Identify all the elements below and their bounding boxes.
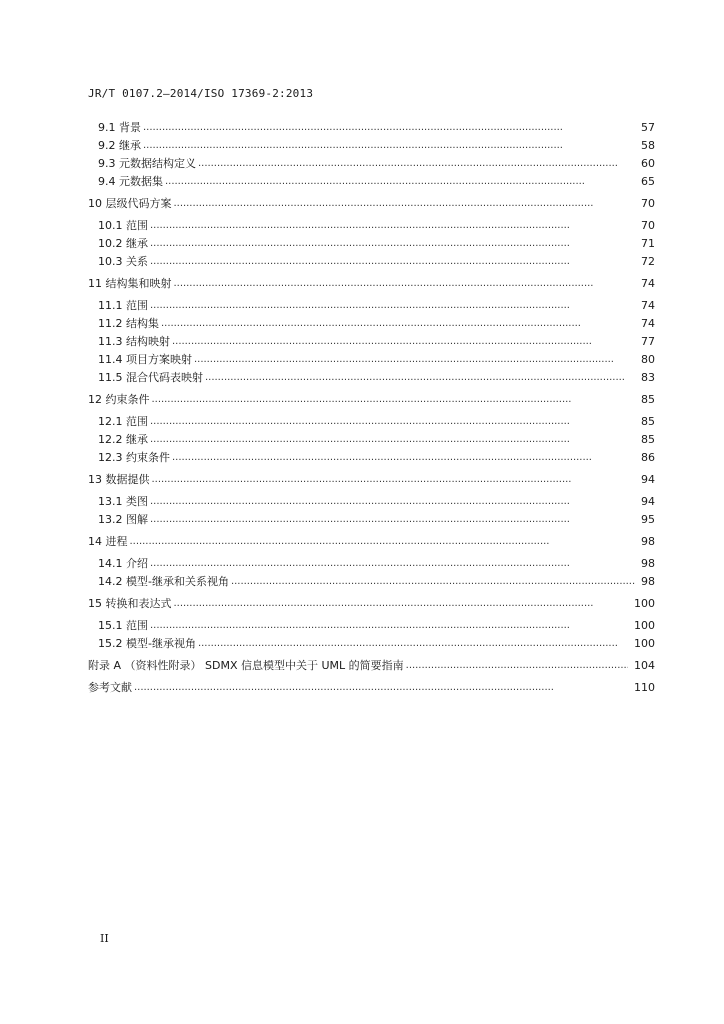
toc-entry-page: 65	[635, 175, 655, 189]
toc-entry[interactable]	[88, 593, 655, 611]
toc-entry-label: 附录 A （资料性附录） SDMX 信息模型中关于 UML 的简要指南	[88, 659, 404, 672]
table-of-contents	[88, 117, 655, 695]
toc-entry[interactable]	[88, 491, 655, 509]
toc-entry-label: 12.3 约束条件	[98, 451, 170, 464]
toc-entry-label: 9.2 继承	[98, 139, 141, 152]
toc-entry-page: 74	[635, 299, 655, 313]
toc-entry-page: 95	[635, 513, 655, 527]
toc-dot-leader	[174, 277, 636, 291]
toc-dot-leader	[150, 495, 635, 509]
toc-entry-page: 100	[628, 637, 655, 651]
toc-dot-leader	[150, 557, 635, 571]
toc-entry-label: 参考文献	[88, 681, 132, 694]
toc-entry-label: 15 转换和表达式	[88, 597, 172, 610]
toc-entry-label: 13.2 图解	[98, 513, 148, 526]
toc-entry-label: 12.1 范围	[98, 415, 148, 428]
toc-entry-label: 13.1 类图	[98, 495, 148, 508]
toc-entry-label: 11.2 结构集	[98, 317, 159, 330]
toc-entry-page: 77	[635, 335, 655, 349]
toc-entry-page: 104	[628, 659, 655, 673]
toc-dot-leader	[150, 433, 635, 447]
toc-entry-page: 83	[635, 371, 655, 385]
toc-dot-leader	[198, 157, 635, 171]
toc-dot-leader	[172, 335, 635, 349]
toc-entry-label: 14.1 介绍	[98, 557, 148, 570]
toc-entry-label: 14 进程	[88, 535, 128, 548]
toc-entry[interactable]	[88, 615, 655, 633]
toc-entry-page: 85	[635, 393, 655, 407]
toc-entry[interactable]	[88, 331, 655, 349]
toc-entry[interactable]	[88, 251, 655, 269]
toc-entry-label: 10.1 范围	[98, 219, 148, 232]
toc-entry-page: 80	[635, 353, 655, 367]
toc-dot-leader	[150, 619, 628, 633]
toc-entry-page: 100	[628, 597, 655, 611]
toc-entry-label: 10.2 继承	[98, 237, 148, 250]
toc-entry-page: 70	[635, 197, 655, 211]
toc-entry[interactable]	[88, 531, 655, 549]
toc-entry-page: 70	[635, 219, 655, 233]
toc-dot-leader	[150, 513, 635, 527]
toc-entry-label: 12 约束条件	[88, 393, 150, 406]
page-number: II	[100, 932, 109, 945]
toc-dot-leader	[161, 317, 635, 331]
toc-dot-leader	[152, 393, 636, 407]
toc-dot-leader	[150, 299, 635, 313]
toc-entry[interactable]	[88, 171, 655, 189]
toc-dot-leader	[130, 535, 636, 549]
toc-dot-leader	[150, 219, 635, 233]
toc-dot-leader	[150, 255, 635, 269]
toc-entry-page: 110	[628, 681, 655, 695]
toc-entry-page: 98	[635, 575, 655, 589]
toc-dot-leader	[174, 197, 636, 211]
toc-entry[interactable]	[88, 193, 655, 211]
toc-entry[interactable]	[88, 429, 655, 447]
toc-entry[interactable]	[88, 389, 655, 407]
toc-entry-page: 100	[628, 619, 655, 633]
toc-entry-page: 74	[635, 277, 655, 291]
toc-entry[interactable]	[88, 367, 655, 385]
toc-entry[interactable]	[88, 411, 655, 429]
toc-entry[interactable]	[88, 273, 655, 291]
toc-dot-leader	[406, 659, 628, 673]
toc-entry-label: 9.4 元数据集	[98, 175, 163, 188]
toc-entry[interactable]	[88, 571, 655, 589]
toc-entry[interactable]	[88, 553, 655, 571]
toc-entry-label: 10.3 关系	[98, 255, 148, 268]
toc-entry-label: 10 层级代码方案	[88, 197, 172, 210]
toc-dot-leader	[172, 451, 635, 465]
running-header: JR/T 0107.2—2014/ISO 17369-2:2013	[88, 87, 314, 100]
toc-dot-leader	[174, 597, 629, 611]
toc-entry[interactable]	[88, 295, 655, 313]
toc-entry-label: 11.4 项目方案映射	[98, 353, 192, 366]
toc-entry[interactable]	[88, 313, 655, 331]
toc-entry[interactable]	[88, 117, 655, 135]
toc-entry[interactable]	[88, 469, 655, 487]
toc-entry[interactable]	[88, 153, 655, 171]
toc-dot-leader	[194, 353, 635, 367]
toc-entry[interactable]	[88, 633, 655, 651]
toc-entry[interactable]	[88, 509, 655, 527]
toc-entry-page: 57	[635, 121, 655, 135]
toc-dot-leader	[150, 237, 635, 251]
toc-entry-page: 72	[635, 255, 655, 269]
toc-entry[interactable]	[88, 215, 655, 233]
toc-entry-page: 94	[635, 495, 655, 509]
toc-dot-leader	[205, 371, 635, 385]
toc-entry[interactable]	[88, 233, 655, 251]
toc-dot-leader	[134, 681, 628, 695]
toc-dot-leader	[143, 121, 635, 135]
toc-entry-page: 94	[635, 473, 655, 487]
toc-entry[interactable]	[88, 135, 655, 153]
toc-entry-page: 74	[635, 317, 655, 331]
toc-entry-label: 13 数据提供	[88, 473, 150, 486]
toc-entry-label: 9.1 背景	[98, 121, 141, 134]
toc-entry-label: 14.2 模型-继承和关系视角	[98, 575, 229, 588]
toc-entry-page: 58	[635, 139, 655, 153]
toc-dot-leader	[165, 175, 635, 189]
toc-entry-label: 12.2 继承	[98, 433, 148, 446]
toc-dot-leader	[150, 415, 635, 429]
toc-entry-label: 9.3 元数据结构定义	[98, 157, 196, 170]
toc-entry-page: 71	[635, 237, 655, 251]
toc-entry-label: 11.3 结构映射	[98, 335, 170, 348]
toc-dot-leader	[198, 637, 628, 651]
toc-entry-page: 98	[635, 557, 655, 571]
toc-entry-page: 60	[635, 157, 655, 171]
toc-entry-label: 15.2 模型-继承视角	[98, 637, 196, 650]
toc-entry-page: 85	[635, 433, 655, 447]
toc-dot-leader	[231, 575, 635, 589]
toc-entry-label: 15.1 范围	[98, 619, 148, 632]
toc-entry[interactable]	[88, 677, 655, 695]
toc-dot-leader	[152, 473, 636, 487]
toc-entry[interactable]	[88, 349, 655, 367]
toc-entry-page: 98	[635, 535, 655, 549]
toc-dot-leader	[143, 139, 635, 153]
toc-entry-label: 11 结构集和映射	[88, 277, 172, 290]
toc-entry[interactable]	[88, 655, 655, 673]
toc-entry-label: 11.5 混合代码表映射	[98, 371, 203, 384]
toc-entry-page: 85	[635, 415, 655, 429]
toc-entry-label: 11.1 范围	[98, 299, 148, 312]
toc-entry[interactable]	[88, 447, 655, 465]
toc-entry-page: 86	[635, 451, 655, 465]
